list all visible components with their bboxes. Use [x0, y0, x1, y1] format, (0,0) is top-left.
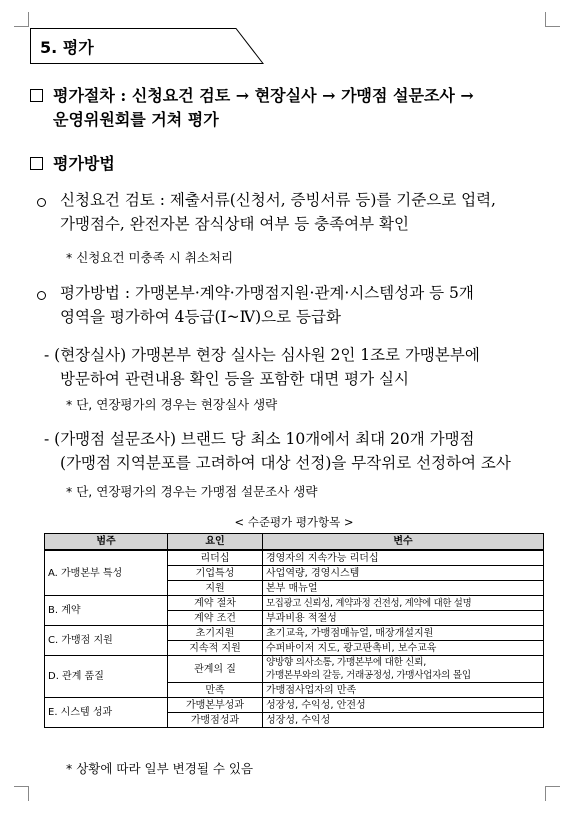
- procedure-block: [30, 84, 550, 108]
- sub2-note: * 단, 연장평가의 경우는 가맹점 설문조사 생략: [66, 484, 318, 499]
- item2-line-2: 영역을 평가하여 4등급(Ⅰ~Ⅳ)으로 등급화: [60, 308, 341, 326]
- sub1-line-2: 방문하여 관련내용 확인 등을 포함한 대면 평가 실시: [60, 370, 409, 388]
- factor-cell: 지원: [168, 581, 263, 596]
- factor-cell: 가맹본부성과: [168, 698, 263, 713]
- header-factor: 요인: [168, 534, 263, 551]
- section-header: [30, 28, 264, 64]
- sub1-note: * 단, 연장평가의 경우는 현장실사 생략: [66, 397, 278, 412]
- category-cell: A. 가맹본부 특성: [45, 550, 168, 596]
- table-row: [45, 626, 544, 641]
- procedure-line-2: 운영위원회를 거쳐 평가: [53, 110, 219, 129]
- variable-cell: 초기교육, 가맹점매뉴얼, 매장개설지원: [263, 626, 544, 641]
- category-cell: B. 계약: [45, 596, 168, 626]
- factor-cell: 기업특성: [168, 566, 263, 581]
- table-footnote: * 상황에 따라 일부 변경될 수 있음: [66, 761, 254, 776]
- item1-note: * 신청요건 미충족 시 취소처리: [66, 250, 234, 265]
- variable-cell: 경영자의 지속가능 리더십: [263, 550, 544, 566]
- variable-cell: 모집광고 신뢰성, 계약과정 건전성, 계약에 대한 설명: [263, 596, 544, 611]
- variable-cell: 부과비용 적절성: [263, 611, 544, 626]
- factor-cell: 관계의 질: [168, 656, 263, 683]
- factor-cell: 만족: [168, 683, 263, 698]
- item2-line-1: 평가방법 : 가맹본부·계약·가맹점지원·관계·시스템성과 등 5개: [60, 284, 474, 302]
- corner-mark-bottom-right: [545, 786, 560, 801]
- sub2-line-2: (가맹점 지역분포를 고려하여 대상 선정)을 무작위로 선정하여 조사: [60, 454, 511, 472]
- factor-cell: 계약 절차: [168, 596, 263, 611]
- sub1-line-1: - (현장실사) 가맹본부 현장 실사는 심사원 2인 1조로 가맹본부에: [44, 346, 480, 364]
- method-heading-block: [30, 152, 115, 176]
- table-row: [45, 596, 544, 611]
- circle-bullet-icon: [37, 198, 46, 207]
- header-category: 범주: [45, 534, 168, 551]
- variable-line-2: 가맹본부와의 갈등, 거래공정성, 가맹사업자의 몰입: [266, 670, 471, 681]
- factor-cell: 리더십: [168, 550, 263, 566]
- category-cell: C. 가맹점 지원: [45, 626, 168, 656]
- variable-cell: 성장성, 수익성: [263, 713, 544, 728]
- checkbox-square-icon: [30, 157, 43, 170]
- variable-cell: 가맹점사업자의 만족: [263, 683, 544, 698]
- method-heading: 평가방법: [53, 154, 115, 173]
- table-row: [45, 550, 544, 566]
- category-cell: D. 관계 품질: [45, 656, 168, 698]
- header-variable: 변수: [263, 534, 544, 551]
- variable-cell: 수퍼바이저 지도, 광고판촉비, 보수교육: [263, 641, 544, 656]
- variable-cell: 사업역량, 경영시스템: [263, 566, 544, 581]
- category-cell: E. 시스템 성과: [45, 698, 168, 728]
- variable-cell: [263, 656, 544, 683]
- table-caption: < 수준평가 평가항목 >: [234, 515, 354, 529]
- variable-cell: 성장성, 수익성, 안전성: [263, 698, 544, 713]
- table-row: [45, 698, 544, 713]
- corner-mark-top-right: [545, 12, 560, 27]
- item1-line-1: 신청요건 검토 : 제출서류(신청서, 증빙서류 등)를 기준으로 업력,: [60, 191, 496, 209]
- procedure-line-1: 평가절차 : 신청요건 검토 → 현장실사 → 가맹점 설문조사 →: [53, 86, 474, 105]
- factor-cell: 계약 조건: [168, 611, 263, 626]
- circle-bullet-icon: [37, 291, 46, 300]
- factor-cell: 초기지원: [168, 626, 263, 641]
- variable-cell: 본부 매뉴얼: [263, 581, 544, 596]
- variable-line-1: 양방향 의사소통, 가맹본부에 대한 신뢰,: [266, 657, 426, 668]
- section-title: 5. 평가: [40, 38, 94, 57]
- factor-cell: 가맹점성과: [168, 713, 263, 728]
- table-row: [45, 656, 544, 683]
- table-header-row: [45, 534, 544, 551]
- sub2-line-1: - (가맹점 설문조사) 브랜드 당 최소 10개에서 최대 20개 가맹점: [44, 430, 475, 448]
- corner-mark-top-left: [14, 12, 29, 27]
- factor-cell: 지속적 지원: [168, 641, 263, 656]
- corner-mark-bottom-left: [14, 786, 29, 801]
- item1-line-2: 가맹점수, 완전자본 잠식상태 여부 등 충족여부 확인: [60, 215, 409, 233]
- evaluation-table: [44, 533, 544, 728]
- checkbox-square-icon: [30, 89, 43, 102]
